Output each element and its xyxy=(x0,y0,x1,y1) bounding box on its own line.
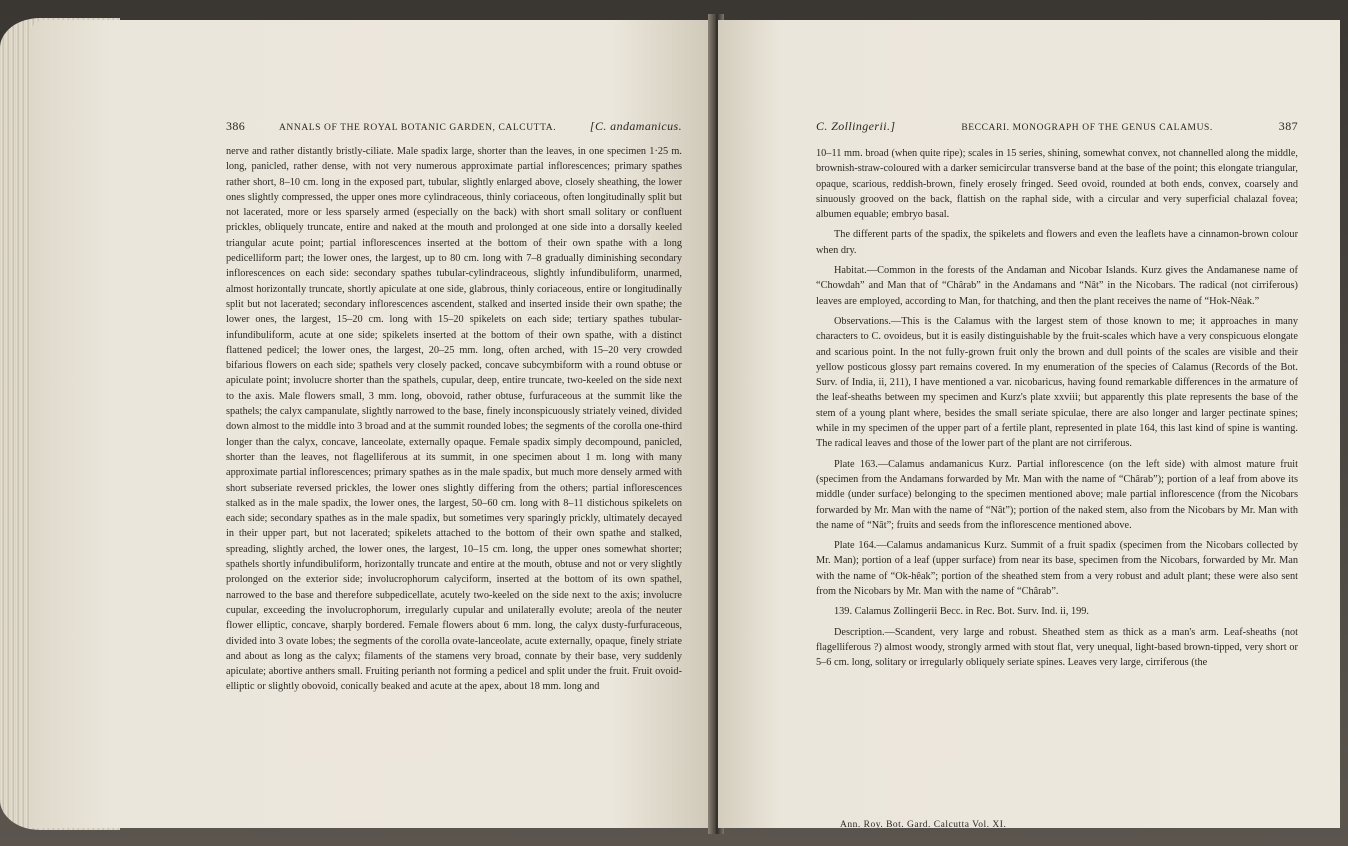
paragraph: 10–11 mm. broad (when quite ripe); scales in 15 series, shining, somewhat convex, not channelled along the middle, brownish-straw-coloured with a darker semicircular transverse band at the base of the point; this elongate triangular, opaque, scarious, reddish-brown, finely erosely fringed. Seed ovoid, rounded at both ends, convex, coarsely and sinuously grooved on the back, flattish on the raphal side, with a circular and very superficial chalazal fovea; albumen equable; embryo basal. xyxy=(816,148,1298,221)
running-head: ANNALS OF THE ROYAL BOTANIC GARDEN, CALCUTTA. xyxy=(278,123,557,133)
page-footer: Ann. Roy. Bot. Gard. Calcutta Vol. XI. xyxy=(840,820,1007,828)
paragraph: nerve and rather distantly bristly-ciliate. Male spadix large, shorter than the leaves, in one specimen 1·25 m. long, panicled, rather dense, with not very numerous approximate partial inflorescences; primary spathes rather short, 8–10 cm. long in the exposed part, tubular, slightly enlarged above, closely sheathing, the lower ones slightly compressed, the upper ones more cylindraceous, thinly coriaceous, often longitudinally split but not lacerated, more or less sparsely armed (especially on the back) with short small solitary or confluent prickles, obliquely truncate, entire and naked at the mouth and prolonged at one side into a dorsally keeled triangular acute point; partial inflorescences inserted at the bottom of their own spathe with a long pedicelliform part; the lower ones, the largest, up to 80 cm. long with 7–8 gradually diminishing secondary inflorescences on each side: secondary spathes tubular-cylindraceous, slightly infundibuliform, unarmed, almost horizontally truncate, shortly apiculate at one side, glabrous, thinly coriaceous, entire or longitudinally split but not lacerated; secondary inflorescences ascendent, stalked and inserted inside their own spathe; the lower ones, the largest, 15–20 cm. long with 15–20 spikelets on each side; tertiary spathes tubular-infundibuliform, acute at one side; spikelets inserted at the bottom of their own spathe, with a distinct flattened pedicel; the lower ones, the largest, 20–25 mm. long, often arched, with 15–20 very crowded bifarious flowers on each side; spathels very closely packed, concave subcymbiform with a round obtuse or apiculate point; involucre shorter than the spathels, cupular, deep, entire truncate, two-keeled on the side next to the axis. Male flowers small, 3 mm. long, obovoid, rather obtuse, furfuraceous at the summit like the spathels; the calyx campanulate, slightly narrowed to the base, finely inconspicuously striately veined, divided down almost to the middle into 3 broad and at the summit rounded lobes; the segments of the corolla one-third longer than the calyx, concave, lanceolate, externally opaque. Female spadix simply decompound, panicled, shorter than the leaves, not flagelliferous at its summit, in one specimen about 1 m. long with many approximate partial inflorescences; primary spathes as in the male spadix, but much more densely armed with short subseriate reversed prickles, the lower ones slightly differing from the others; partial inflorescences stalked as in the male spadix, the lower ones, the largest, 50–60 cm. long with 8–11 distichous spikelets on each side; secondary spathes as in the male spadix, but sometimes very sparingly prickly, ultimately decayed in their upper part, but not lacerated; spikelets attached to the bottom of their own spathe and stalked, spreading, slightly arched, the lower ones, the largest, 10–15 cm. long, the upper ones somewhat shorter; spathels shortly infundibuliform, horizontally truncate and entire at the mouth, obtuse and not or very slightly prolonged on the exterior side; involucrophorum calyciform, inserted at the bottom of its own spathel, narrowed to the base and therefore subpedicellate, acutely two-keeled on the side next to the axis; involucre cupular, exceeding the involucrophorum, irregularly cupular and unilaterally evolute; areola of the neuter flower elliptic, concave, sharply bordered. Female flowers about 6 mm. long, the calyx dusty-furfuraceous, divided into 3 ovate lobes; the segments of the corolla ovate-lanceolate, acute externally, opaque, finely striate and about as long as the calyx; filaments of the stamens very broad, connate by their base, very suddenly apiculate; abortive anthers small. Fruiting perianth not forming a pedicel and split under the fruit. Fruit ovoid-elliptic or slightly obovoid, conically beaked and acute at the apex, about 18 mm. long and xyxy=(226,146,682,693)
paragraph: 139. Calamus Zollingerii Becc. in Rec. Bot. Surv. Ind. ii, 199. xyxy=(834,606,1090,618)
paragraph: Plate 163.—Calamus andamanicus Kurz. Partial inflorescence (on the left side) with almost mature fruit (specimen from the Andamans forwarded by Mr. Man with the name of “Chârab”); portion of a leaf from above its middle (under surface) belonging to the specimen mentioned above; male partial inflorescence (from the Nicobars forwarded by Mr. Man with the name of “Nât”); portion of the naked stem, also from the Nicobars by Mr. Man with the name of “Nât”; fruits and seeds from the inflorescence mentioned above. xyxy=(816,458,1298,531)
paragraph: Plate 164.—Calamus andamanicus Kurz. Summit of a fruit spadix (specimen from the Nicobars collected by Mr. Man); portion of a leaf (upper surface) from near its base, specimen from the Nicobars, forwarded by Mr. Man with the name of “Ok-hêak”; portion of the sheathed stem from a very robust and adult plant; these were also sent from the Nicobars by Mr. Man with the name of “Chârab”. xyxy=(816,540,1298,598)
running-head: BECCARI. MONOGRAPH OF THE GENUS CALAMUS. xyxy=(961,123,1213,133)
left-page-header xyxy=(226,119,682,134)
page-number: 386 xyxy=(226,119,246,133)
right-page-body xyxy=(816,146,1298,676)
left-page-body xyxy=(226,144,682,700)
right-page-header xyxy=(816,119,1298,134)
section-head: C. Zollingerii.] xyxy=(816,119,896,133)
paragraph: Observations.—This is the Calamus with the largest stem of those known to me; it approaches in many characters to C. ovoideus, but it is easily distinguishable by the fruit-scales which have a very conspicuous elongate and scarious point. In the not fully-grown fruit only the brown and dull points of the scales are visible and their yellow posticous glossy part remains covered. In my enumeration of the species of Calamus (Records of the Bot. Surv. of India, ii, 211), I have mentioned a var. nicobaricus, having found remarkable differences in the armature of the leaf-sheaths between my specimen and Kurz's plate xxviii; but apparently this plate represents the base of the stem of a young plant where, besides the small seriate spiculae, there are also longer and larger pectinate spines; while in my specimen of the upper part of a fertile plant, represented in plate 164, this last kind of spine is wanting. The radical leaves and those of the lower part of the plant are not cirriferous. xyxy=(816,315,1298,450)
paragraph: The different parts of the spadix, the spikelets and flowers and even the leaflets have a cinnamon-brown colour when dry. xyxy=(816,229,1298,256)
page-number: 387 xyxy=(1278,119,1298,133)
section-head: [C. andamanicus. xyxy=(589,119,682,133)
left-page xyxy=(30,20,714,828)
paragraph: Description.—Scandent, very large and robust. Sheathed stem as thick as a man's arm. Leaf-sheaths (not flagelliferous ?) almost woody, strongly armed with stout flat, very unequal, light-based brown-tipped, very short or 5–6 cm. long, solitary or irregularly obliquely seriate spines. Leaves very large, cirriferous (the xyxy=(816,626,1298,669)
right-page xyxy=(718,20,1340,828)
paragraph: Habitat.—Common in the forests of the Andaman and Nicobar Islands. Kurz gives the Andamanese name of “Chowdah” and Man that of “Chârab” in the Andamans and “Nât” in the Nicobars. The radical (not cirriferous) leaves are employed, according to Man, for thatching, and then the plant receives the name of “Hok-Nêak.” xyxy=(816,265,1298,307)
